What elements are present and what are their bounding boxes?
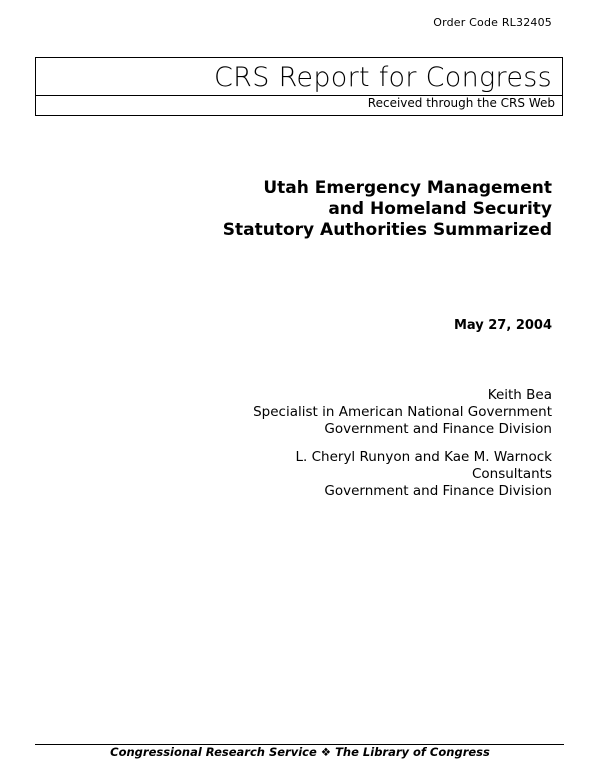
author-name: L. Cheryl Runyon and Kae M. Warnock [295,449,552,465]
report-title-line: Statutory Authorities Summarized [222,220,552,240]
report-series-title: CRS Report for Congress [214,62,552,93]
report-title-line: Utah Emergency Management [263,178,552,198]
author-block [296,449,553,500]
author-name: Keith Bea [487,387,552,403]
report-series-subtitle: Received through the CRS Web [367,96,555,110]
author-division: Government and Finance Division [324,421,552,437]
order-code: Order Code RL32405 [433,16,552,29]
author-title: Specialist in American National Government [253,404,552,420]
report-header-box [35,57,563,116]
footer-text: Congressional Research Service ❖ The Library of Congress [110,745,490,759]
report-date: May 27, 2004 [453,318,552,333]
author-division: Government and Finance Division [324,483,552,499]
author-block [253,387,552,438]
report-title [223,178,552,241]
report-title-line: and Homeland Security [328,199,552,219]
author-title: Consultants [471,466,552,482]
